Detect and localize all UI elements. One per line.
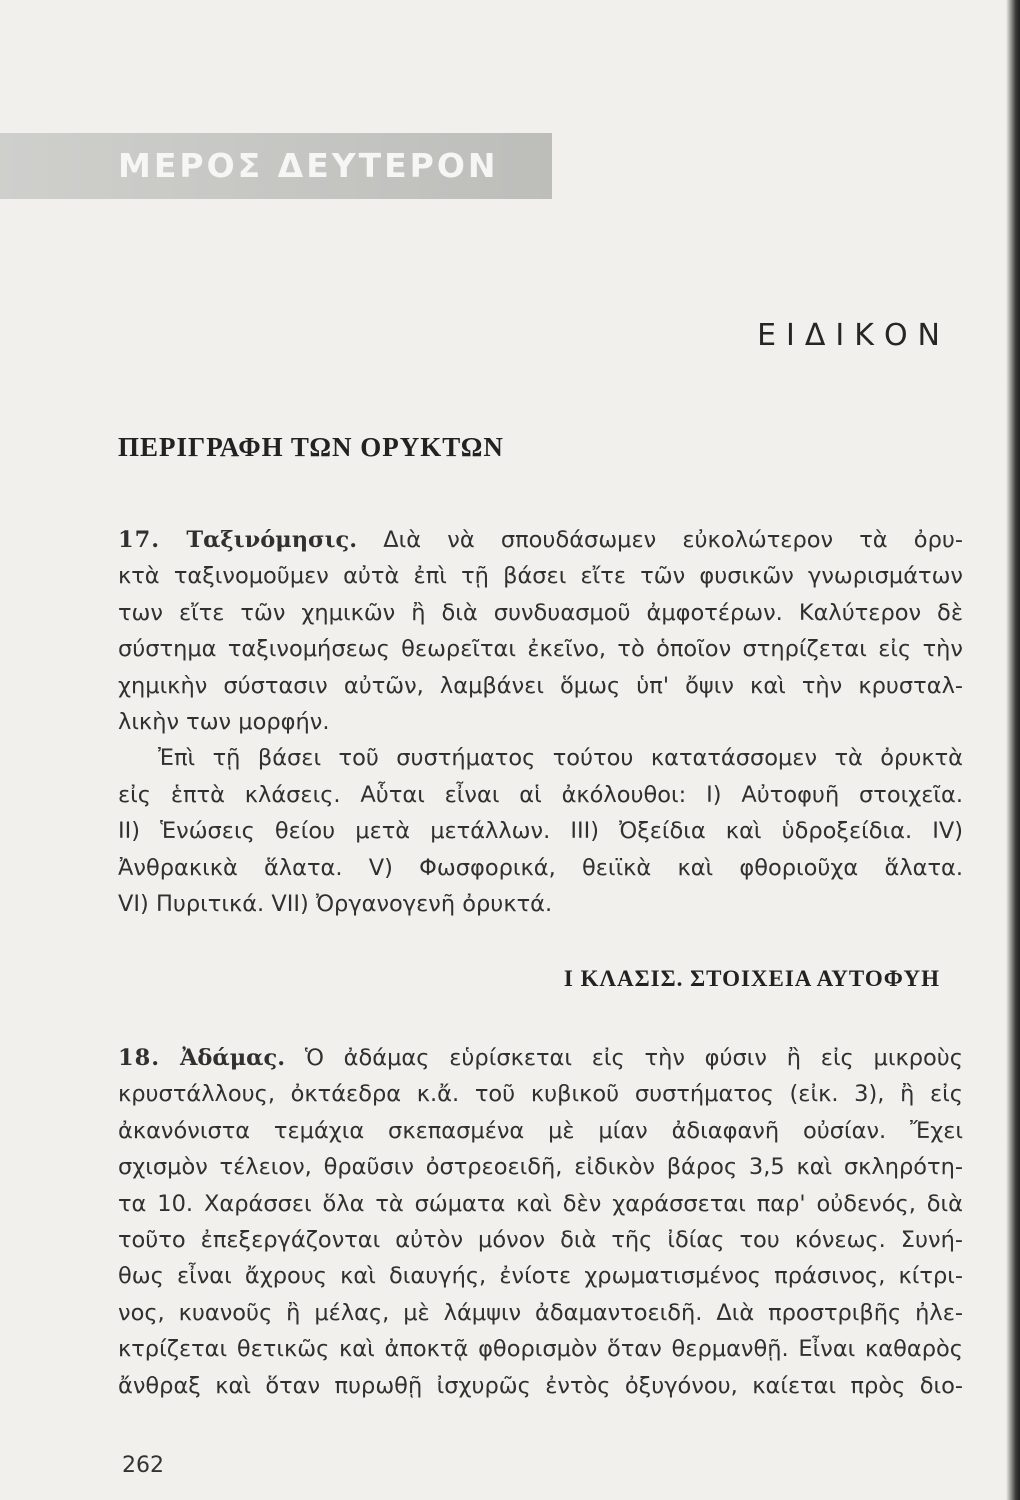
- paragraph-number: 17.: [118, 527, 161, 553]
- text-line: κτὰ ταξινομοῦμεν αὐτὰ ἐπὶ τῇ βάσει εἴτε τῶν φυσικῶν γνωρισμάτων: [118, 563, 963, 590]
- class-heading: Ι ΚΛΑΣΙΣ. ΣΤΟΙΧΕΙΑ ΑΥΤΟΦΥΗ: [563, 966, 940, 991]
- text-line: [118, 522, 963, 558]
- text-line: κτρίζεται θετικῶς καὶ ἀποκτᾷ φθορισμὸν ὅταν θερμανθῇ. Εἶναι καθαρὸς: [118, 1336, 963, 1363]
- paragraph-17: [118, 522, 963, 922]
- text-line: κρυστάλλους, ὀκτάεδρα κ.ἄ. τοῦ κυβικοῦ συστήματος (εἰκ. 3), ἢ εἰς: [118, 1081, 963, 1108]
- text-line: σύστημα ταξινομήσεως θεωρεῖται ἐκεῖνο, τὸ ὁποῖον στηρίζεται εἰς τὴν: [118, 636, 963, 663]
- paragraph-number: 18.: [118, 1045, 161, 1071]
- text-line: νος, κυανοῦς ἢ μέλας, μὲ λάμψιν ἀδαμαντοειδῆ. Διὰ προστριβῆς ἠλε-: [118, 1299, 963, 1326]
- text-run: Διὰ νὰ σπουδάσωμεν εὐκολώτερον τὰ ὀρυ-: [383, 527, 963, 553]
- text-line: χημικὴν σύστασιν αὐτῶν, λαμβάνει ὅμως ὑπ' ὄψιν καὶ τὴν κρυσταλ-: [118, 672, 963, 699]
- part-title: ΜΕΡΟΣ ΔΕΥΤΕΡΟΝ: [118, 146, 499, 185]
- page-number: 262: [122, 1453, 164, 1478]
- text-line: σχισμὸν τέλειον, θραῦσιν ὀστρεοειδῆ, εἰδικὸν βάρος 3,5 καὶ σκληρότη-: [118, 1154, 963, 1181]
- text-line: τα 10. Χαράσσει ὅλα τὰ σώματα καὶ δὲν χαράσσεται παρ' οὐδενός, διὰ: [118, 1190, 963, 1217]
- text-run: Ὁ ἀδάμας εὑρίσκεται εἰς τὴν φύσιν ἢ εἰς μικροὺς: [304, 1045, 963, 1071]
- paragraph-18: [118, 1040, 963, 1404]
- text-line: τοῦτο ἐπεξεργάζονται αὐτὸν μόνον διὰ τῆς ἰδίας του κόνεως. Συνή-: [118, 1226, 963, 1253]
- page-edge-shadow: [1006, 0, 1020, 1500]
- chapter-title: ΠΕΡΙΓΡΑΦΗ ΤΩΝ ΟΡΥΚΤΩΝ: [118, 432, 504, 462]
- text-line: Ἀνθρακικὰ ἅλατα. V) Φωσφορικά, θειϊκὰ καὶ φθοριοῦχα ἅλατα.: [118, 854, 963, 881]
- text-line: Ἐπὶ τῇ βάσει τοῦ συστήματος τούτου κατατάσσομεν τὰ ὀρυκτὰ: [158, 745, 963, 772]
- text-line: εἰς ἑπτὰ κλάσεις. Αὗται εἶναι αἱ ἀκόλουθοι: Ι) Αὐτοφυῆ στοιχεῖα.: [118, 781, 963, 808]
- text-line: [118, 1040, 963, 1076]
- section-label: ΕΙΔΙΚΟΝ: [757, 318, 950, 353]
- paragraph-term: Ἀδάμας.: [179, 1045, 286, 1071]
- text-line: των εἴτε τῶν χημικῶν ἢ διὰ συνδυασμοῦ ἀμφοτέρων. Καλύτερον δὲ: [118, 599, 963, 626]
- text-line: θως εἶναι ἄχρους καὶ διαυγής, ἐνίοτε χρωματισμένος πράσινος, κίτρι-: [118, 1263, 963, 1290]
- text-line: ΙΙ) Ἑνώσεις θείου μετὰ μετάλλων. ΙΙΙ) Ὀξείδια καὶ ὑδροξείδια. ΙV): [118, 818, 963, 845]
- text-line: ἀκανόνιστα τεμάχια σκεπασμένα μὲ μίαν ἀδιαφανῆ οὐσίαν. Ἔχει: [118, 1117, 963, 1144]
- paragraph-term: Ταξινόμησις.: [186, 527, 358, 553]
- text-line: ἄνθραξ καὶ ὅταν πυρωθῇ ἰσχυρῶς ἐντὸς ὀξυγόνου, καίεται πρὸς διο-: [118, 1372, 963, 1399]
- text-line: VI) Πυριτικά. VII) Ὀργανογενῆ ὀρυκτά.: [118, 890, 553, 917]
- text-line: λικὴν των μορφήν.: [118, 708, 330, 735]
